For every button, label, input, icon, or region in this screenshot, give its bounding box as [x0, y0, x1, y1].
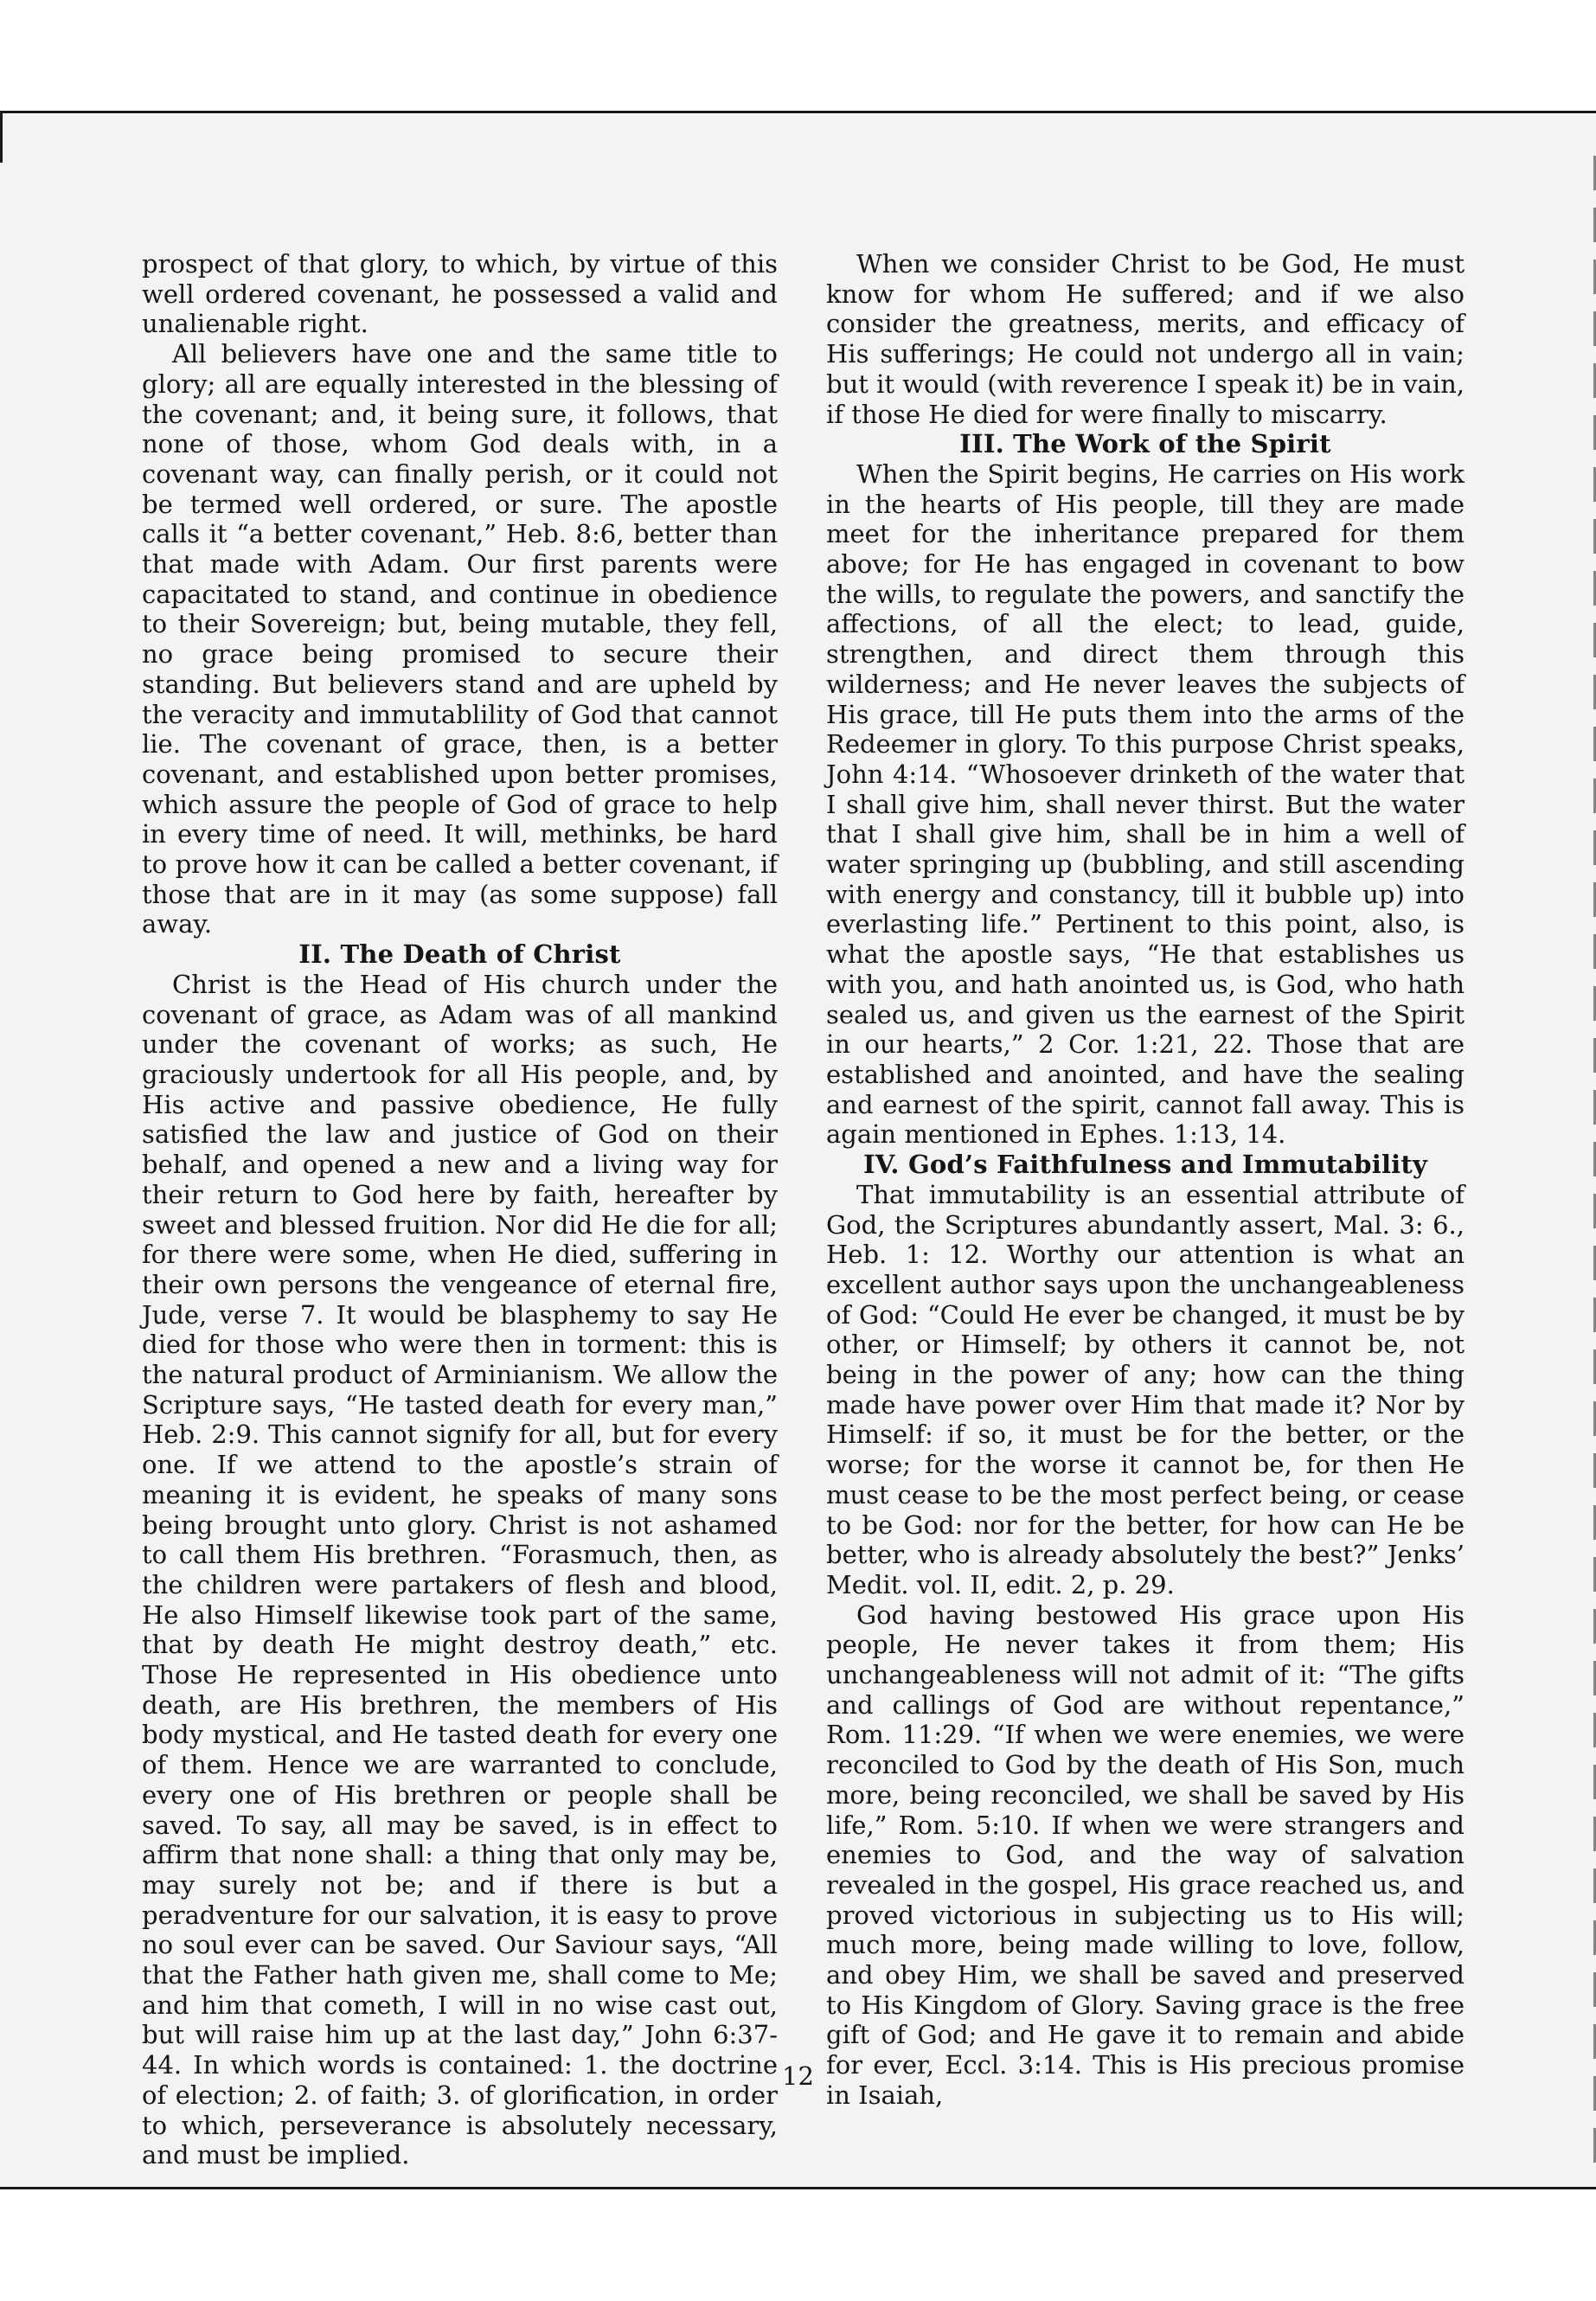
paragraph: God having bestowed His grace upon His people, He never takes it from them; His unchangeableness will not admit of it: “The gifts and callings of God are without repentance,” Rom. 11:29. “If when we were enemies, we were reconciled to God by the death of His Son, much more, being reconciled, we shall be saved by His life,” Rom. 5:10. If when we were strangers and enemies to God, and the way of salvation revealed in the gospel, His grace reached us, and proved victorious in subjecting us to His will; much more, being made willing to love, follow, and obey Him, we shall be saved and preserved to His Kingdom of Glory. Saving grace is the free gift of God; and He gave it to remain and abide for ever, Eccl. 3:14. This is His precious promise in Isaiah, [826, 1599, 1465, 2110]
page-number: 12 [782, 2061, 814, 2091]
scan-top-border [0, 111, 1596, 113]
section-heading: II. The Death of Christ [298, 939, 621, 970]
section-heading: III. The Work of the Spirit [959, 429, 1331, 459]
scan-top-margin [0, 0, 1596, 114]
scan-bottom-margin [0, 2189, 1596, 2301]
paragraph: All believers have one and the same title to glory; all are equally interested in the blessing of the covenant; and, it being sure, it follows, that none of those, whom God deals with, in a covenant way, can finally perish, or it could not be termed well ordered, or sure. The apostle calls it “a better covenant,” Heb. 8:6, better than that made with Adam. Our first parents were capacitated to stand, and continue in obedience to their Sovereign; but, being mutable, they fell, no grace being promised to secure their standing. But believers stand and are upheld by the veracity and immutablility of God that cannot lie. The covenant of grace, then, is a better covenant, and established upon better promises, which assure the people of God of grace to help in every time of need. It will, methinks, be hard to prove how it can be called a better covenant, if those that are in it may (as some suppose) fall away. [142, 339, 778, 939]
paragraph: When we consider Christ to be God, He must know for whom He suffered; and if we also consider the greatness, merits, and efficacy of His sufferings; He could not undergo all in vain; but it would (with reverence I speak it) be in vain, if those He died for were finally to miscarry. [826, 249, 1465, 429]
paragraph: That immutability is an essential attribute of God, the Scriptures abundantly assert, Mal. 3: 6., Heb. 1: 12. Worthy our attention is what an excellent author says upon the unchangeableness of God: “Could He ever be changed, it must be by other, or Himself; by others it cannot be, not being in the power of any; how can the thing made have power over Him that made it? Nor by Himself: if so, it must be for the better, or the worse; for the worse it cannot be, for then He must cease to be the most perfect being, or cease to be God: nor for the better, for how can He be better, who is already absolutely the best?” Jenks’ Medit. vol. II, edit. 2, p. 29. [826, 1179, 1465, 1599]
paragraph: prospect of that glory, to which, by virtue of this well ordered covenant, he possessed a valid and unalienable right. [142, 249, 778, 339]
section-heading: IV. God’s Faithfulness and Immutability [862, 1150, 1428, 1180]
left-column [142, 249, 778, 2170]
paragraph: Christ is the Head of His church under the covenant of grace, as Adam was of all mankind under the covenant of works; as such, He graciously undertook for all His people, and, by His active and passive obedience, He fully satisfied the law and justice of God on their behalf, and opened a new and a living way for their return to God here by faith, hereafter by sweet and blessed fruition. Nor did He die for all; for there were some, when He died, suffering in their own persons the vengeance of eternal fire, Jude, verse 7. It would be blasphemy to say He died for those who were then in torment: this is the natural product of Arminianism. We allow the Scripture says, “He tasted death for every man,” Heb. 2:9. This cannot signify for all, but for every one. If we attend to the apostle’s strain of meaning it is evident, he speaks of many sons being brought unto glory. Christ is not ashamed to call them His brethren. “Forasmuch, then, as the children were partakers of flesh and blood, He also Himself likewise took part of the same, that by death He might destroy death,” etc. Those He represented in His obedience unto death, are His brethren, the members of His body mystical, and He tasted death for every one of them. Hence we are warranted to conclude, every one of His brethren or people shall be saved. To say, all may be saved, is in effect to affirm that none shall: a thing that only may be, may surely not be; and if there is but a peradventure for our salvation, it is easy to prove no soul ever can be saved. Our Saviour says, “All that the Father hath given me, shall come to Me; and him that cometh, I will in no wise cast out, but will raise him up at the last day,” John 6:37-44. In which words is contained: 1. the doctrine of election; 2. of faith; 3. of glorification, in order to which, perseverance is absolutely necessary, and must be implied. [142, 969, 778, 2170]
scan-left-tick [0, 111, 3, 163]
right-column [826, 249, 1465, 2111]
paragraph: When the Spirit begins, He carries on His work in the hearts of His people, till they are made meet for the inheritance prepared for them above; for He has engaged in covenant to bow the wills, to regulate the powers, and sanctify the affections, of all the elect; to lead, guide, strengthen, and direct them through this wilderness; and He never leaves the subjects of His grace, till He puts them into the arms of the Redeemer in glory. To this purpose Christ speaks, John 4:14. “Whosoever drinketh of the water that I shall give him, shall never thirst. But the water that I shall give him, shall be in him a well of water springing up (bubbling, and still ascending with energy and constancy, till it bubble up) into everlasting life.” Pertinent to this point, also, is what the apostle says, “He that establishes us with you, and hath anointed us, is God, who hath sealed us, and given us the earnest of the Spirit in our hearts,” 2 Cor. 1:21, 22. Those that are established and anointed, and have the sealing and earnest of the spirit, cannot fall away. This is again mentioned in Ephes. 1:13, 14. [826, 458, 1465, 1150]
